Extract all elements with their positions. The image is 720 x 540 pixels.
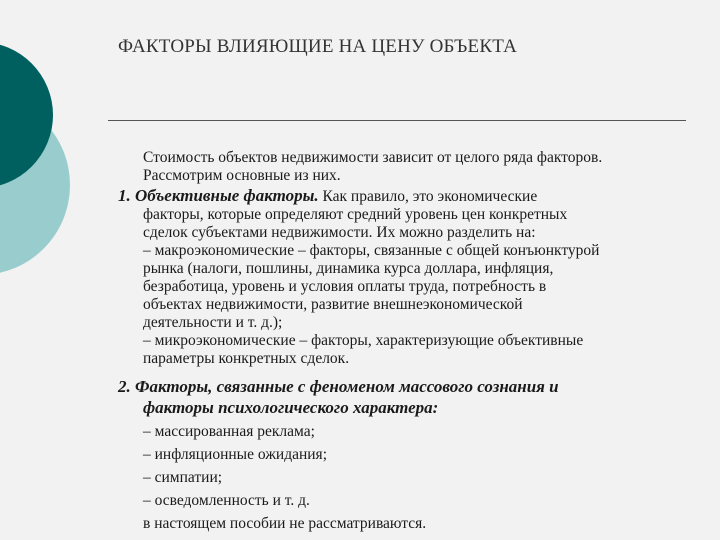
section-objective-factors — [118, 187, 688, 368]
intro-line-1: Стоимость объектов недвижимости зависит от целого ряда факторов. — [143, 149, 603, 166]
section1-first-line — [118, 187, 688, 206]
list-item: – инфляционные ожидания; — [143, 446, 327, 463]
section1-line: деятельности и т. д.); — [143, 314, 283, 331]
intro-line-2: Рассмотрим основные из них. — [143, 167, 341, 184]
decorative-circles — [0, 0, 120, 300]
section1-line: параметры конкретных сделок. — [143, 350, 350, 367]
list-item: – симпатии; — [143, 469, 223, 486]
section2-heading-line-1: 2. Факторы, связанные с феноменом массового сознания и — [118, 377, 559, 396]
section1-line: факторы, которые определяют средний уровень цен конкретных — [143, 206, 568, 223]
page-title: ФАКТОРЫ ВЛИЯЮЩИЕ НА ЦЕНУ ОБЪЕКТА — [118, 36, 517, 57]
section1-lead: 1. Объективные факторы. — [118, 186, 319, 205]
title-divider — [108, 120, 686, 121]
psychological-factors-list — [143, 420, 426, 535]
section-psychological-factors — [118, 376, 698, 418]
list-item: в настоящем пособии не рассматриваются. — [143, 515, 427, 532]
section1-line: рынка (налоги, пошлины, динамика курса доллара, инфляция, — [143, 260, 554, 277]
section1-line: – макроэкономические – факторы, связанные с общей конъюнктурой — [143, 242, 600, 259]
section1-line: безработица, уровень и условия оплаты труда, потребность в — [143, 278, 547, 295]
section1-line: сделок субъектами недвижимости. Их можно разделить на: — [143, 224, 536, 241]
list-item: – осведомленность и т. д. — [143, 492, 310, 509]
intro-paragraph — [143, 149, 703, 185]
list-item: – массированная реклама; — [143, 423, 315, 440]
section1-line: объектах недвижимости, развитие внешнеэкономической — [143, 296, 523, 313]
section1-line: – микроэкономические – факторы, характеризующие объективные — [143, 332, 584, 349]
section1-first-line-text: Как правило, это экономические — [318, 188, 538, 205]
section2-heading-line-2: факторы психологического характера: — [143, 398, 439, 417]
